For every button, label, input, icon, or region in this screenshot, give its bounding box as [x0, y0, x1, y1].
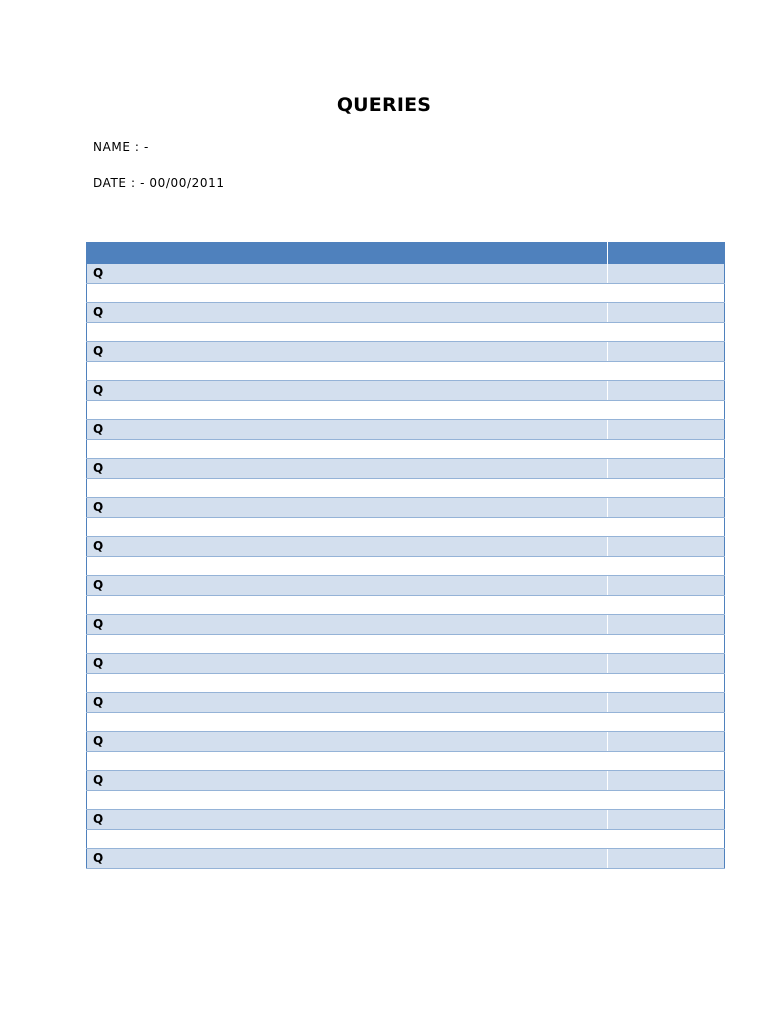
blank-row: [87, 556, 725, 575]
query-answer-cell[interactable]: [608, 497, 725, 517]
blank-cell[interactable]: [87, 361, 725, 380]
blank-row: [87, 712, 725, 731]
query-cell[interactable]: Q: [87, 536, 608, 556]
blank-row: [87, 361, 725, 380]
blank-row: [87, 322, 725, 341]
query-row: [87, 770, 725, 790]
query-row: [87, 302, 725, 322]
query-answer-cell[interactable]: [608, 848, 725, 868]
blank-row: [87, 634, 725, 653]
blank-cell[interactable]: [87, 634, 725, 653]
blank-row: [87, 400, 725, 419]
query-cell[interactable]: Q: [87, 302, 608, 322]
query-answer-cell[interactable]: [608, 770, 725, 790]
query-row: [87, 653, 725, 673]
blank-cell[interactable]: [87, 283, 725, 302]
blank-row: [87, 829, 725, 848]
blank-row: [87, 790, 725, 809]
query-answer-cell[interactable]: [608, 341, 725, 361]
blank-cell[interactable]: [87, 595, 725, 614]
blank-row: [87, 517, 725, 536]
blank-cell[interactable]: [87, 790, 725, 809]
query-row: [87, 497, 725, 517]
blank-row: [87, 751, 725, 770]
query-row: [87, 731, 725, 751]
blank-cell[interactable]: [87, 400, 725, 419]
blank-cell[interactable]: [87, 517, 725, 536]
query-answer-cell[interactable]: [608, 614, 725, 634]
query-answer-cell[interactable]: [608, 692, 725, 712]
query-row: [87, 419, 725, 439]
query-row: [87, 575, 725, 595]
query-row: [87, 341, 725, 361]
page-title: QUERIES: [336, 94, 432, 116]
query-row: [87, 809, 725, 829]
query-answer-cell[interactable]: [608, 380, 725, 400]
date-field[interactable]: DATE : - 00/00/2011: [93, 176, 225, 190]
table-header-row: [87, 243, 725, 264]
blank-cell[interactable]: [87, 829, 725, 848]
blank-cell[interactable]: [87, 322, 725, 341]
blank-cell[interactable]: [87, 751, 725, 770]
query-cell[interactable]: Q: [87, 497, 608, 517]
query-answer-cell[interactable]: [608, 419, 725, 439]
query-cell[interactable]: Q: [87, 731, 608, 751]
query-answer-cell[interactable]: [608, 458, 725, 478]
blank-cell[interactable]: [87, 478, 725, 497]
table-header-cell: [87, 243, 608, 264]
blank-cell[interactable]: [87, 439, 725, 458]
query-cell[interactable]: Q: [87, 341, 608, 361]
queries-table: [86, 242, 725, 869]
blank-row: [87, 595, 725, 614]
query-row: [87, 692, 725, 712]
name-field[interactable]: NAME : -: [93, 140, 149, 154]
blank-row: [87, 673, 725, 692]
query-answer-cell[interactable]: [608, 264, 725, 284]
query-answer-cell[interactable]: [608, 536, 725, 556]
query-answer-cell[interactable]: [608, 575, 725, 595]
blank-row: [87, 439, 725, 458]
query-row: [87, 614, 725, 634]
query-cell[interactable]: Q: [87, 614, 608, 634]
query-cell[interactable]: Q: [87, 458, 608, 478]
query-row: [87, 264, 725, 284]
query-cell[interactable]: Q: [87, 575, 608, 595]
query-cell[interactable]: Q: [87, 653, 608, 673]
query-cell[interactable]: Q: [87, 692, 608, 712]
query-cell[interactable]: Q: [87, 419, 608, 439]
query-row: [87, 380, 725, 400]
query-answer-cell[interactable]: [608, 731, 725, 751]
blank-row: [87, 478, 725, 497]
query-answer-cell[interactable]: [608, 302, 725, 322]
query-cell[interactable]: Q: [87, 809, 608, 829]
query-row: [87, 458, 725, 478]
query-cell[interactable]: Q: [87, 264, 608, 284]
query-cell[interactable]: Q: [87, 770, 608, 790]
table-header-cell: [608, 243, 725, 264]
blank-cell[interactable]: [87, 673, 725, 692]
blank-row: [87, 283, 725, 302]
query-cell[interactable]: Q: [87, 380, 608, 400]
blank-cell[interactable]: [87, 556, 725, 575]
query-answer-cell[interactable]: [608, 653, 725, 673]
query-cell[interactable]: Q: [87, 848, 608, 868]
query-answer-cell[interactable]: [608, 809, 725, 829]
blank-cell[interactable]: [87, 712, 725, 731]
query-row: [87, 536, 725, 556]
query-row: [87, 848, 725, 868]
